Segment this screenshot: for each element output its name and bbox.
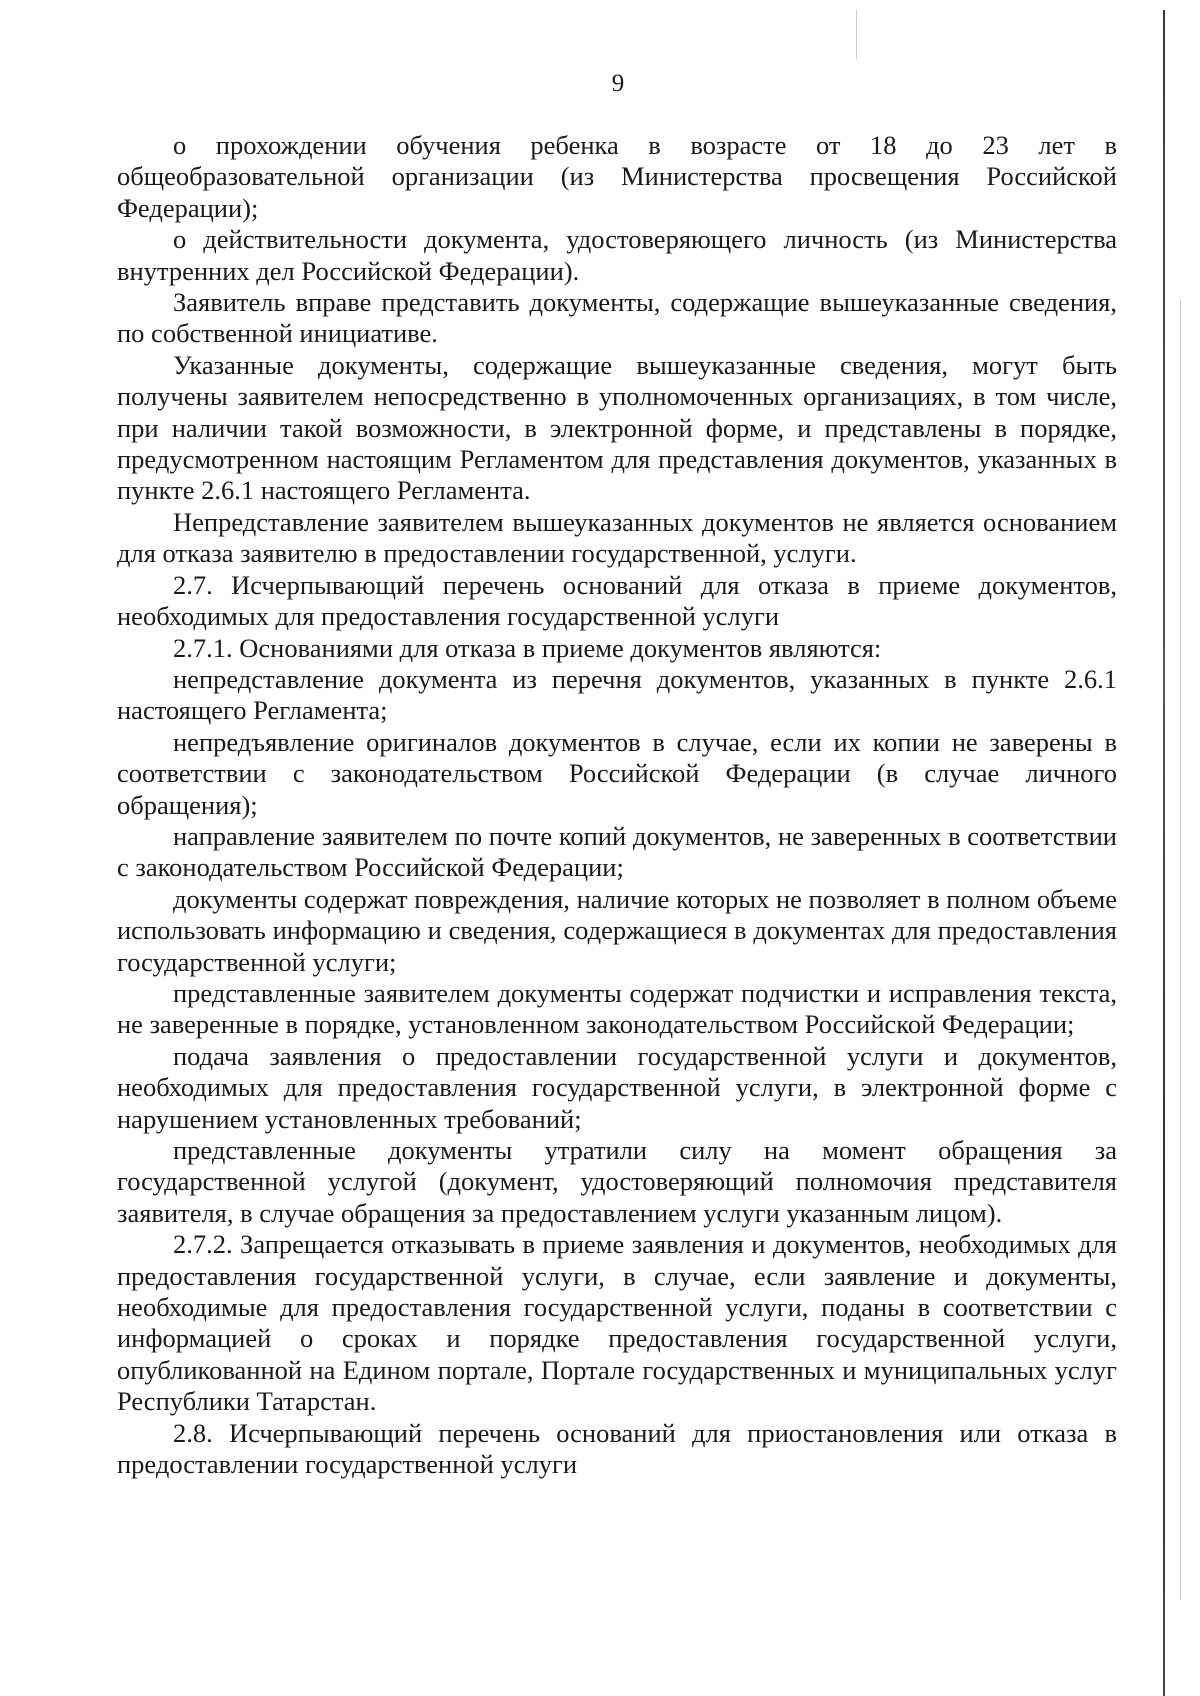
- list-item: представленные заявителем документы содержат подчистки и исправления текста, не заверенные в порядке, установленном законодательством Российской Федерации;: [117, 977, 1117, 1040]
- list-item: непредъявление оригиналов документов в случае, если их копии не заверены в соответствии с законодательством Российской Федерации (в случае личного обращения);: [117, 726, 1117, 820]
- paragraph: о прохождении обучения ребенка в возрасте от 18 до 23 лет в общеобразовательной организации (из Министерства просвещения Российской Федерации);: [117, 130, 1117, 223]
- paragraph: Заявитель вправе представить документы, содержащие вышеуказанные сведения, по собственной инициативе.: [117, 287, 1117, 349]
- subsection-2-7-2: 2.7.2. Запрещается отказывать в приеме заявления и документов, необходимых для предоставления государственной услуги, в случае, если заявление и документы, необходимые для предоставления государственной услуги, поданы в соответствии с информацией о сроках и порядке предоставления государственной услуги, опубликованной на Едином портале, Портале государственных и муниципальных услуг Республики Татарстан.: [117, 1229, 1117, 1417]
- page-number: 9: [611, 70, 625, 97]
- section-heading-2-7: 2.7. Исчерпывающий перечень оснований для отказа в приеме документов, необходимых для предоставления государственной услуги: [117, 569, 1117, 632]
- list-item: представленные документы утратили силу на момент обращения за государственной услугой (документ, удостоверяющий полномочия представителя заявителя, в случае обращения за предоставлением услуги указанным лицом).: [117, 1135, 1117, 1228]
- list-item: подача заявления о предоставлении государственной услуги и документов, необходимых для предоставления государственной услуги, в электронной форме с нарушением установленных требований;: [117, 1040, 1117, 1134]
- paragraph: Непредставление заявителем вышеуказанных документов не является основанием для отказа заявителю в предоставлении государственной, услуги.: [117, 506, 1117, 569]
- scan-artifact-top: [856, 10, 857, 60]
- document-body: [117, 130, 1117, 1480]
- list-item: документы содержат повреждения, наличие которых не позволяет в полном объеме использовать информацию и сведения, содержащиеся в документах для предоставления государственной услуги;: [117, 883, 1117, 977]
- paragraph: о действительности документа, удостоверяющего личность (из Министерства внутренних дел Российской Федерации).: [117, 224, 1117, 286]
- list-item: непредставление документа из перечня документов, указанных в пункте 2.6.1 настоящего Регламента;: [117, 663, 1117, 726]
- scan-edge-line: [1163, 10, 1165, 1696]
- section-heading-2-8: 2.8. Исчерпывающий перечень оснований для приостановления или отказа в предоставлении государственной услуги: [117, 1417, 1117, 1480]
- subsection-2-7-1: 2.7.1. Основаниями для отказа в приеме документов являются:: [173, 632, 882, 663]
- scan-edge-line-faint: [1180, 300, 1181, 1600]
- list-item: направление заявителем по почте копий документов, не заверенных в соответствии с законодательством Российской Федерации;: [117, 820, 1117, 883]
- paragraph: Указанные документы, содержащие вышеуказанные сведения, могут быть получены заявителем непосредственно в уполномоченных организациях, в том числе, при наличии такой возможности, в электронной форме, и представлены в порядке, предусмотренном настоящим Регламентом для представления документов, указанных в пункте 2.6.1 настоящего Регламента.: [117, 349, 1117, 506]
